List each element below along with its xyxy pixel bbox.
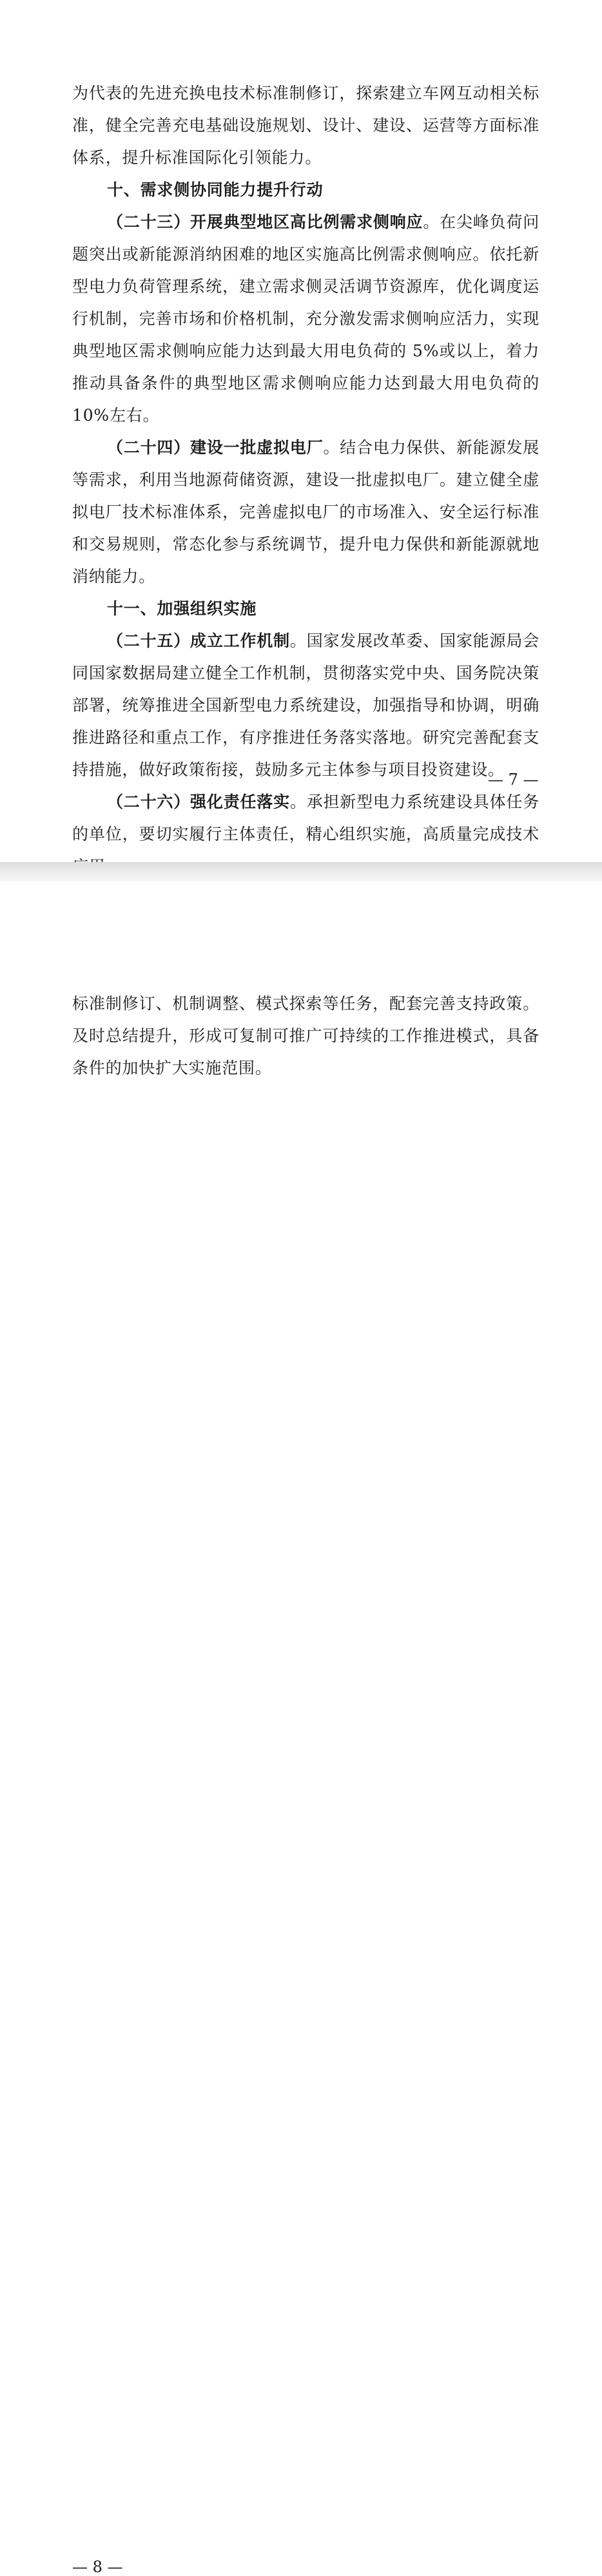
page-number: — 7 — [488,771,539,789]
paragraph-23-body: 。在尖峰负荷问题突出或新能源消纳困难的地区实施高比例需求侧响应。依托新型电力负荷管理系统，建立需求侧灵活调节资源库，优化调度运行机制，完善市场和价格机制，充分激发需求侧响应活力，实现典型地区需求侧响应能力达到最大用电负荷的 5%或以上，着力推动具备条件的典型地区需求侧响应能力达到最大用电负荷的 10%左右。 [72,213,540,425]
section-heading-10: 十、需求侧协同能力提升行动 [107,180,324,199]
paragraph-23-lead: （二十三）开展典型地区高比例需求侧响应 [107,213,423,231]
paragraph-continuation: 标准制修订、机制调整、模式探索等任务，配套完善支持政策。及时总结提升，形成可复制可推广可持续的工作推进模式，具备条件的加快扩大实施范围。 [72,994,539,1077]
paragraph-25-body: 。国家发展改革委、国家能源局会同国家数据局建立健全工作机制，贯彻落实党中央、国务院决策部署，统筹推进全国新型电力系统建设，加强指导和协调，明确推进路径和重点工作，有序推进任务落实落地。研究完善配套支持措施，做好政策衔接，鼓励多元主体参与项目投资建设。 [72,631,539,779]
paragraph-25 [72,625,539,786]
paragraph-24-lead: （二十四）建设一批虚拟电厂 [107,438,324,457]
paragraph-24 [72,432,539,593]
page-separator [0,862,602,881]
page-number: — 8 — [72,2558,123,2576]
paragraph-26-body: 。承担新型电力系统建设具体任务的单位，要切实履行主体责任，精心组织实施，高质量完成技术 [72,793,539,843]
paragraph-25-lead: （二十五）成立工作机制 [107,631,290,650]
paragraph-24-body: 。结合电力保供、新能源发展等需求，利用当地源荷储资源，建设一批虚拟电厂。建立健全虚拟电厂技术标准体系，完善虚拟电厂的市场准入、安全运行标准和交易规则，常态化参与系统调节，提升电力保供和新能源就地消纳能力。 [72,438,539,586]
paragraph-26-lead: （二十六）强化责任落实 [107,793,290,811]
page-7-body [72,77,539,883]
paragraph-continuation: 为代表的先进充换电技术标准制修订，探索建立车网互动相关标准，健全完善充电基础设施规划、设计、建设、运营等方面标准体系，提升标准国际化引领能力。 [72,84,539,167]
paragraph-23 [72,206,539,432]
section-heading-11: 十一、加强组织实施 [107,599,257,618]
document-page-7 [0,0,602,862]
document-page-8 [0,881,602,2576]
page-8-body [72,988,539,1084]
